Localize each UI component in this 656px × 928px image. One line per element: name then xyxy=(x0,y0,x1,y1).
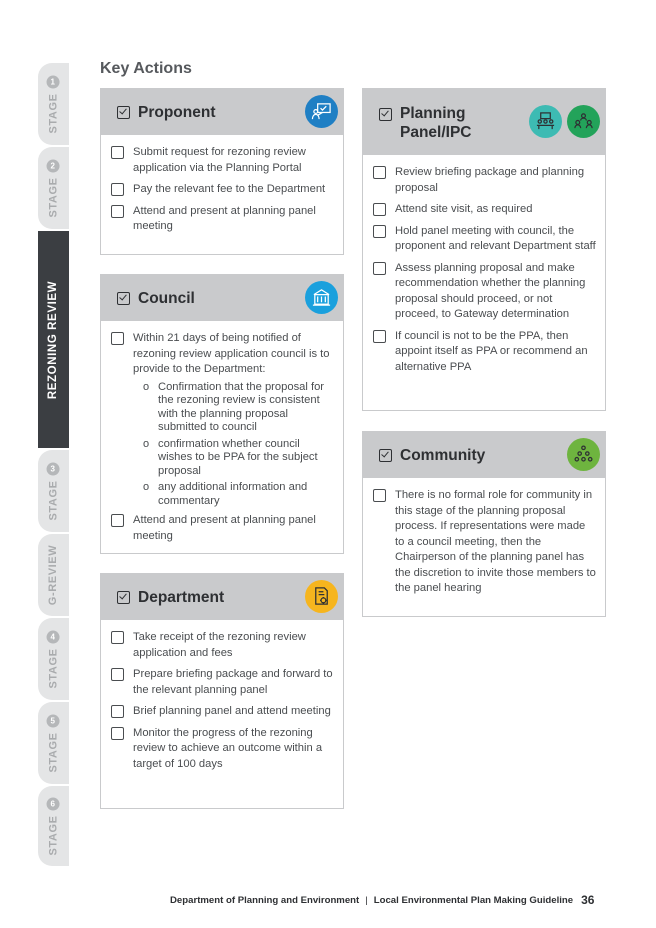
checkbox[interactable] xyxy=(111,727,124,740)
list-item: Submit request for rezoning review application via the Planning Portal xyxy=(101,145,343,176)
tab-label: STAGE xyxy=(47,814,60,856)
tab-number: 2 xyxy=(47,159,60,172)
list-item: Within 21 days of being notified of rezoning review application council is to provide to the Department: o Confirmation that the proposal for the rezoning review is consistent with the planning proposal submitted to council o confirmation whether council wishes to be PPA for the subject proposal o any additional information and commentary xyxy=(101,331,343,508)
checkbox[interactable] xyxy=(111,514,124,527)
checkbox[interactable] xyxy=(373,203,386,216)
checkbox[interactable] xyxy=(111,205,124,218)
checkbox-icon xyxy=(117,591,130,604)
card-title: Community xyxy=(400,446,486,464)
sidebar-tab-stage-6[interactable] xyxy=(38,786,69,866)
page-number: 36 xyxy=(581,893,595,907)
presentation-icon xyxy=(305,95,338,128)
tab-number: 3 xyxy=(47,462,60,475)
tab-label: STAGE xyxy=(47,479,60,521)
sidebar-tab-stage-5[interactable] xyxy=(38,702,69,784)
card-header xyxy=(101,89,343,135)
footer-separator: | xyxy=(365,894,368,906)
sidebar-tab-stage-3[interactable] xyxy=(38,450,69,532)
list-item: Take receipt of the rezoning review application and fees xyxy=(101,630,343,661)
list-item: Attend and present at planning panel meeting xyxy=(101,513,343,544)
people-icon xyxy=(567,438,600,471)
card-header xyxy=(101,574,343,620)
tab-label: REZONING REVIEW xyxy=(47,280,60,399)
planning-panel-card xyxy=(362,88,606,411)
card-title-line-1: Planning xyxy=(400,105,466,122)
proponent-actions xyxy=(101,145,343,235)
sidebar-tab-rezoning-review[interactable] xyxy=(38,231,69,448)
checkbox[interactable] xyxy=(373,225,386,238)
tab-label: STAGE xyxy=(47,92,60,134)
list-item: Brief planning panel and attend meeting xyxy=(101,704,343,720)
list-item: Monitor the progress of the rezoning review to achieve an outcome within a target of 100 days xyxy=(101,726,343,773)
council-sublist xyxy=(133,381,335,509)
checkbox-icon xyxy=(117,106,130,119)
tab-label: STAGE xyxy=(47,647,60,689)
tab-label: G-REVIEW xyxy=(47,544,60,606)
tab-number: 1 xyxy=(47,75,60,88)
tab-number: 6 xyxy=(47,797,60,810)
checkbox[interactable] xyxy=(373,166,386,179)
page-title: Key Actions xyxy=(100,60,192,77)
page-footer xyxy=(170,893,606,907)
department-actions xyxy=(101,630,343,772)
footer-department: Department of Planning and Environment xyxy=(170,894,360,906)
checkbox[interactable] xyxy=(111,183,124,196)
card-header xyxy=(101,275,343,321)
list-item: There is no formal role for community in this stage of the planning proposal process. If representations were made to a council meeting, then the Chairperson of the planning panel has the discretion to invite those members to the panel hearing xyxy=(363,488,605,597)
card-title: Proponent xyxy=(138,103,216,121)
card-title-line-2: Panel/IPC xyxy=(400,124,472,141)
checkbox[interactable] xyxy=(373,330,386,343)
card-title: Council xyxy=(138,289,195,307)
tab-label: STAGE xyxy=(47,731,60,773)
card-title xyxy=(400,104,472,142)
panel-actions xyxy=(363,165,605,375)
community-card xyxy=(362,431,606,617)
department-card xyxy=(100,573,344,809)
building-icon xyxy=(305,281,338,314)
council-card xyxy=(100,274,344,554)
checkbox[interactable] xyxy=(373,262,386,275)
sidebar-tab-stage-4[interactable] xyxy=(38,618,69,700)
checkbox[interactable] xyxy=(111,705,124,718)
tab-number: 5 xyxy=(47,714,60,727)
list-item: Attend site visit, as required xyxy=(363,202,605,218)
meeting-table-icon xyxy=(529,105,562,138)
checkbox[interactable] xyxy=(111,668,124,681)
sub-list-item: o confirmation whether council wishes to be PPA for the subject proposal xyxy=(133,438,335,479)
checkbox[interactable] xyxy=(373,489,386,502)
list-item: Pay the relevant fee to the Department xyxy=(101,182,343,198)
proponent-card xyxy=(100,88,344,255)
sidebar-tab-g-review[interactable] xyxy=(38,534,69,616)
list-item: If council is not to be the PPA, then appoint itself as PPA or recommend an alternative PPA xyxy=(363,329,605,376)
checkbox-icon xyxy=(379,108,392,121)
card-header xyxy=(363,89,605,155)
checkbox-icon xyxy=(117,292,130,305)
checkbox[interactable] xyxy=(111,146,124,159)
document-gear-icon xyxy=(305,580,338,613)
checkbox-icon xyxy=(379,449,392,462)
checkbox[interactable] xyxy=(111,631,124,644)
community-actions xyxy=(363,488,605,597)
group-icon xyxy=(567,105,600,138)
sidebar-tab-stage-1[interactable] xyxy=(38,63,69,145)
card-header xyxy=(363,432,605,478)
sub-list-item: o any additional information and commentary xyxy=(133,481,335,508)
tab-label: STAGE xyxy=(47,176,60,218)
sidebar-tab-stage-2[interactable] xyxy=(38,147,69,229)
list-item: Review briefing package and planning proposal xyxy=(363,165,605,196)
list-item: Attend and present at planning panel meeting xyxy=(101,204,343,235)
tab-number: 4 xyxy=(47,630,60,643)
card-title: Department xyxy=(138,588,225,606)
list-item: Assess planning proposal and make recommendation whether the planning proposal should proceed, or not proceed, to Gateway determination xyxy=(363,261,605,323)
list-item: Hold panel meeting with council, the proponent and relevant Department staff xyxy=(363,224,605,255)
footer-guideline: Local Environmental Plan Making Guideline xyxy=(373,894,574,906)
council-actions xyxy=(101,331,343,544)
checkbox[interactable] xyxy=(111,332,124,345)
sub-list-item: o Confirmation that the proposal for the rezoning review is consistent with the planning proposal submitted to council xyxy=(133,381,335,435)
list-item: Prepare briefing package and forward to the relevant planning panel xyxy=(101,667,343,698)
